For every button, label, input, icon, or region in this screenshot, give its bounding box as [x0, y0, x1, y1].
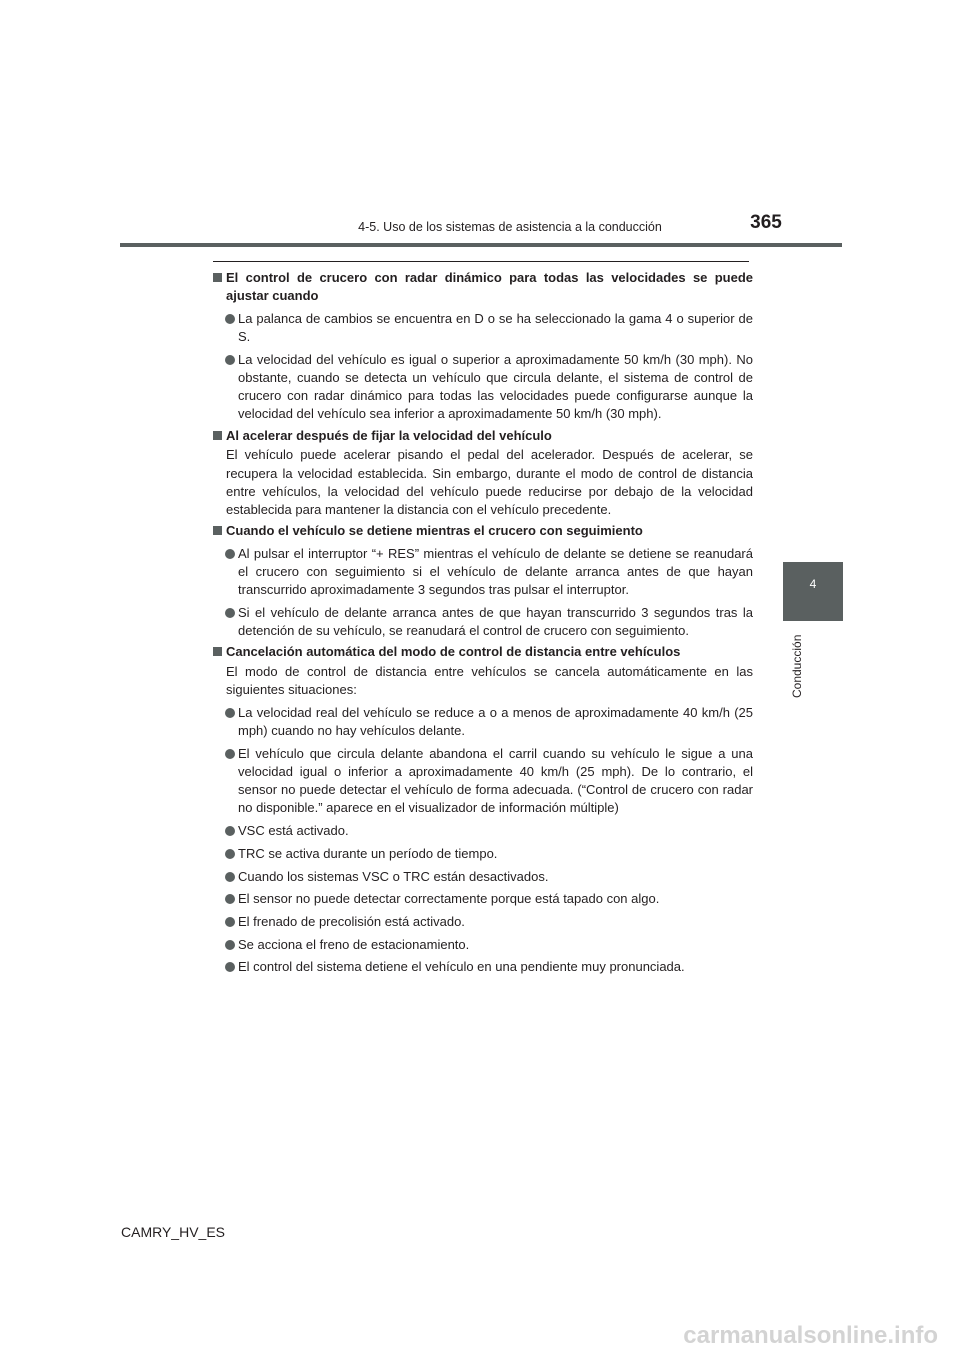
circle-bullet-icon: [225, 962, 235, 972]
block-text: Si el vehículo de delante arranca antes de que hayan transcurrido 3 segundos tras la detención de su vehículo, se reanudará el control de crucero con seguimiento.: [238, 604, 753, 639]
section-heading: [213, 643, 753, 661]
block-text: Cuando los sistemas VSC o TRC están desactivados.: [238, 868, 549, 884]
bullet-item: [213, 868, 753, 886]
block-text: Cancelación automática del modo de control de distancia entre vehículos: [226, 644, 681, 660]
page-number: 365: [750, 212, 782, 233]
block-text: Cuando el vehículo se detiene mientras el crucero con seguimiento: [226, 523, 643, 539]
body-paragraph: [213, 663, 753, 699]
block-text: El control de crucero con radar dinámico para todas las velocidades se puede ajustar cuando: [226, 270, 753, 304]
bullet-item: [213, 958, 753, 976]
block-text: El vehículo que circula delante abandona el carril cuando su vehículo le sigue a una velocidad igual o inferior a aproximadamente 40 km/h (25 mph). De lo contrario, el sensor no puede detectar el vehículo de forma adecuada. (“Control de crucero con radar no disponible.” aparece en el visualizador de información múltiple): [238, 745, 753, 816]
bullet-item: [213, 822, 753, 840]
circle-bullet-icon: [225, 894, 235, 904]
block-text: TRC se activa durante un período de tiempo.: [238, 845, 498, 861]
square-bullet-icon: [213, 431, 222, 440]
bullet-item: [213, 704, 753, 740]
square-bullet-icon: [213, 273, 222, 282]
circle-bullet-icon: [225, 872, 235, 882]
block-text: Al acelerar después de fijar la velocidad del vehículo: [226, 427, 552, 443]
circle-bullet-icon: [225, 917, 235, 927]
block-text: El frenado de precolisión está activado.: [238, 914, 465, 929]
block-text: El sensor no puede detectar correctamente porque está tapado con algo.: [238, 891, 660, 907]
block-text: La velocidad del vehículo es igual o superior a aproximadamente 50 km/h (30 mph). No obstante, cuando se detecta un vehículo que circula delante, el sistema de control de crucero con radar dinámico para todas las velocidades puede configurarse aunque la velocidad del vehículo sea inferior a aproximadamente 50 km/h (30 mph).: [238, 351, 753, 422]
circle-bullet-icon: [225, 708, 235, 718]
circle-bullet-icon: [225, 314, 235, 324]
section-heading: [213, 269, 753, 305]
header-section-title: 4-5. Uso de los sistemas de asistencia a la conducción: [358, 220, 662, 234]
footer-model-code: CAMRY_HV_ES: [121, 1224, 226, 1240]
circle-bullet-icon: [225, 749, 235, 759]
block-text: El vehículo puede acelerar pisando el pedal del acelerador. Después de acelerar, se recupera la velocidad establecida. Sin embargo, durante el modo de control de distancia entre vehículos, la velocidad del vehículo puede reducirse por debajo de la velocidad establecida para mantener la distancia con el vehículo precedente.: [226, 447, 753, 517]
block-text: Al pulsar el interruptor “+ RES” mientras el vehículo de delante se detiene se reanudará el crucero con seguimiento si el vehículo de delante arranca antes de que hayan transcurrido aproximadamente 3 segundos tras pulsar el interruptor.: [238, 545, 753, 598]
section-heading: [213, 522, 753, 540]
bullet-item: [213, 936, 753, 954]
block-text: VSC está activado.: [238, 823, 349, 839]
chapter-title: Conducción: [790, 634, 804, 698]
bullet-item: [213, 913, 753, 931]
block-text: El control del sistema detiene el vehículo en una pendiente muy pronunciada.: [238, 959, 685, 975]
section-heading: [213, 427, 753, 445]
bullet-item: [213, 845, 753, 863]
circle-bullet-icon: [225, 849, 235, 859]
bullet-item: [213, 310, 753, 346]
circle-bullet-icon: [225, 549, 235, 559]
chapter-tab: [783, 562, 843, 621]
watermark: carmanualsonline.info: [683, 1322, 938, 1349]
bullet-item: [213, 604, 753, 640]
square-bullet-icon: [213, 526, 222, 535]
section-divider: [213, 261, 749, 262]
square-bullet-icon: [213, 647, 222, 656]
page-content: [213, 266, 753, 977]
bullet-item: [213, 545, 753, 600]
block-text: La velocidad real del vehículo se reduce a o a menos de aproximadamente 40 km/h (25 mph) cuando no hay vehículos delante.: [238, 704, 753, 739]
bullet-item: [213, 890, 753, 908]
body-paragraph: [213, 446, 753, 519]
circle-bullet-icon: [225, 355, 235, 365]
circle-bullet-icon: [225, 940, 235, 950]
circle-bullet-icon: [225, 608, 235, 618]
block-text: El modo de control de distancia entre vehículos se cancela automáticamente en las siguientes situaciones:: [226, 664, 753, 698]
header-rule: [120, 243, 842, 247]
chapter-number: 4: [809, 577, 817, 591]
bullet-item: [213, 745, 753, 818]
block-text: La palanca de cambios se encuentra en D o se ha seleccionado la gama 4 o superior de S.: [238, 310, 753, 345]
block-text: Se acciona el freno de estacionamiento.: [238, 936, 470, 952]
bullet-item: [213, 351, 753, 424]
circle-bullet-icon: [225, 826, 235, 836]
